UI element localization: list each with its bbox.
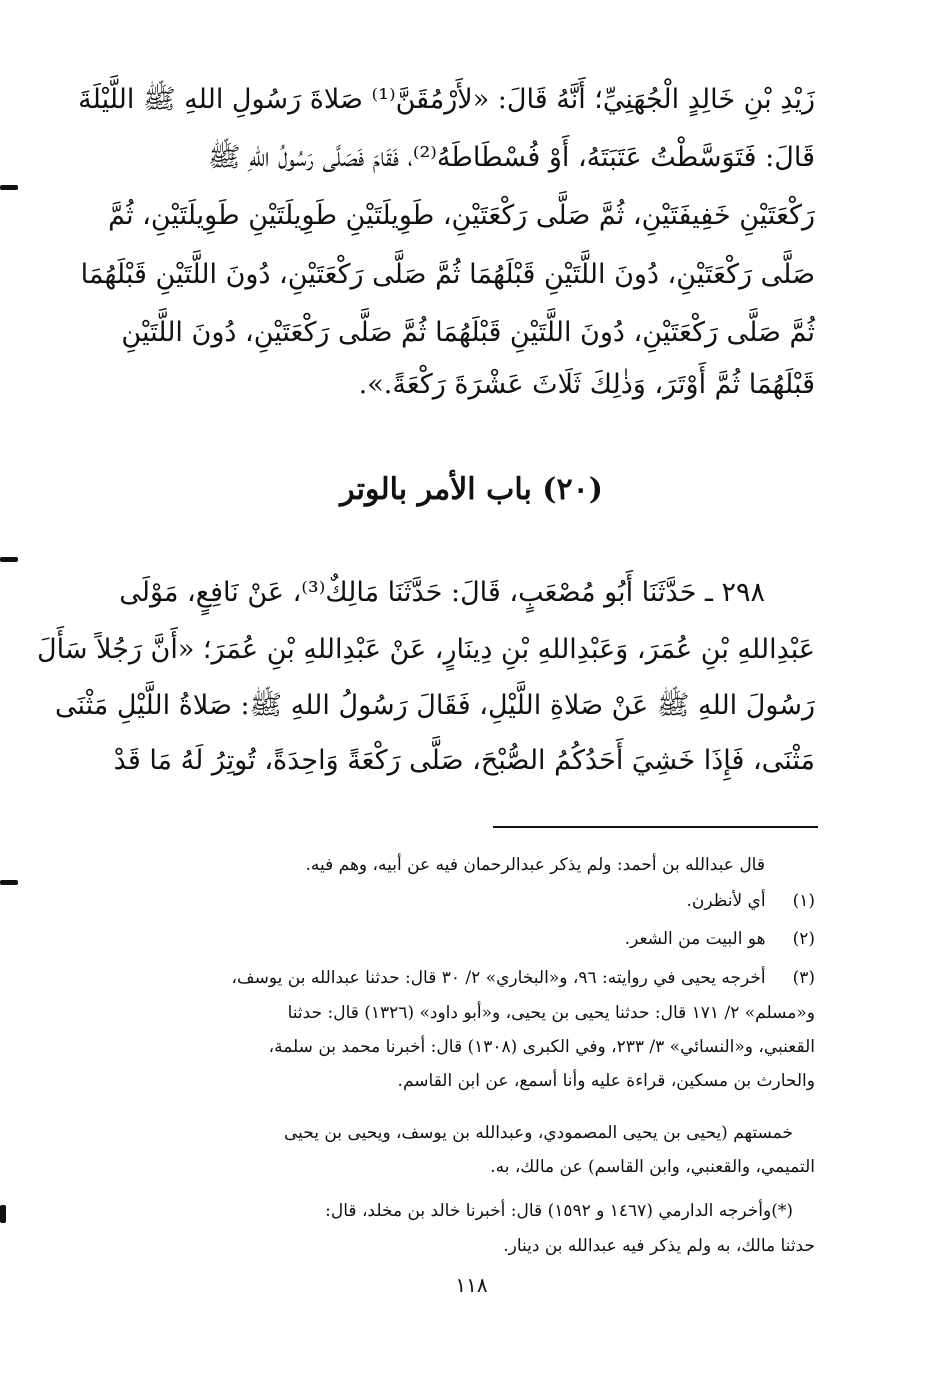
footnote-text: القعنبي، و«النسائي» ٣/ ٢٣٣، وفي الكبرى (١٣٠٨) قال: أخبرنا محمد بن سلمة، bbox=[268, 1037, 815, 1057]
footnote-line bbox=[125, 1030, 815, 1064]
footnote-text: (*)وأخرجه الدارمي (١٤٦٧ و ١٥٩٢) قال: أخبرنا خالد بن مخلد، قال: bbox=[325, 1201, 793, 1221]
footnote-number: (٣) bbox=[792, 968, 815, 988]
text-line: ثُمَّ صَلَّى رَكْعَتَيْنِ، دُونَ اللَّتَيْنِ قَبْلَهُمَا ثُمَّ صَلَّى رَكْعَتَيْنِ، دُونَ اللَّتَيْنِ bbox=[121, 317, 815, 348]
footnote-text: هو البيت من الشعر. bbox=[624, 929, 766, 949]
footnote-line bbox=[125, 884, 815, 918]
text-line: ٢٩٨ ـ حَدَّثَنَا أَبُو مُصْعَبٍ، قَالَ: حَدَّثَنَا مَالِكٌ⁽³⁾، عَنْ نَافِعٍ، مَوْلَى bbox=[119, 577, 765, 608]
text-line: مَثْنَى، فَإِذَا خَشِيَ أَحَدُكُمُ الصُّبْحَ، صَلَّى رَكْعَةً وَاحِدَةً، تُوتِرُ لَهُ مَا قَدْ bbox=[113, 745, 815, 776]
margin-mark bbox=[0, 557, 18, 562]
footnote-line bbox=[125, 1116, 793, 1150]
footnote-text: قال عبدالله بن أحمد: ولم يذكر عبدالرحمان فيه عن أبيه، وهم فيه. bbox=[305, 855, 765, 875]
footnote-line bbox=[125, 1064, 815, 1098]
footnote-text: و«مسلم» ٢/ ١٧١ قال: حدثنا يحيى بن يحيى، و«أبو داود» (١٣٢٦) قال: حدثنا bbox=[287, 1003, 815, 1023]
text-line: زَيْدِ بْنِ خَالِدٍ الْجُهَنِيِّ؛ أَنَّهُ قَالَ: «لأَرْمُقَنَّ⁽¹⁾ صَلاةَ رَسُولِ اللهِ ﷺ اللَّيْلَةَ bbox=[78, 84, 815, 115]
footnote-line bbox=[125, 961, 815, 995]
text-line: عَبْدِاللهِ بْنِ عُمَرَ، وَعَبْدِاللهِ بْنِ دِينَارٍ، عَنْ عَبْدِاللهِ بْنِ عُمَرَ؛ «أَنَّ رَجُلاً سَأَلَ bbox=[37, 634, 815, 665]
footnote-text: خمستهم (يحيى بن يحيى المصمودي، وعبدالله بن يوسف، ويحيى بن يحيى bbox=[283, 1123, 793, 1143]
footnote-line bbox=[125, 1194, 793, 1228]
margin-mark bbox=[0, 185, 18, 190]
footnote-text: حدثنا مالك، به ولم يذكر فيه عبدالله بن دينار. bbox=[503, 1236, 815, 1256]
footnote-text: أخرجه يحيى في روايته: ٩٦، و«البخاري» ٢/ ٣٠ قال: حدثنا عبدالله بن يوسف، bbox=[231, 968, 766, 988]
text-line: قَبْلَهُمَا ثُمَّ أَوْتَرَ، وَذٰلِكَ ثَلَاثَ عَشْرَةَ رَكْعَةً.». bbox=[358, 369, 815, 400]
chapter-heading: (٢٠) باب الأمر بالوتر bbox=[340, 472, 603, 507]
margin-mark bbox=[0, 1205, 6, 1223]
footnote-text: التميمي، والقعنبي، وابن القاسم) عن مالك، به. bbox=[490, 1157, 815, 1177]
footnote-text: والحارث بن مسكين، قراءة عليه وأنا أسمع، عن ابن القاسم. bbox=[397, 1071, 815, 1091]
footnote-line bbox=[125, 1150, 815, 1184]
footnote-separator bbox=[493, 826, 818, 828]
margin-mark bbox=[0, 880, 18, 885]
footnote-line bbox=[125, 922, 815, 956]
footnote-line bbox=[125, 848, 765, 882]
footnote-line bbox=[125, 996, 815, 1030]
footnote-text: أي لأنظرن. bbox=[686, 891, 766, 911]
text-line: صَلَّى رَكْعَتَيْنِ، دُونَ اللَّتَيْنِ قَبْلَهُمَا ثُمَّ صَلَّى رَكْعَتَيْنِ، دُونَ اللَّتَيْنِ قَبْلَهُمَا bbox=[80, 259, 815, 290]
page-number: ١١٨ bbox=[455, 1273, 488, 1297]
text-line: قَالَ: فَتَوَسَّطْتُ عَتَبَتَهُ، أَوْ فُسْطَاطَهُ⁽²⁾، فَقَامَ فَصَلَّى رَسُولُ اللهِ ﷺ bbox=[208, 142, 815, 173]
text-line: رَكْعَتَيْنِ خَفِيفَتَيْنِ، ثُمَّ صَلَّى رَكْعَتَيْنِ، طَوِيلَتَيْنِ طَوِيلَتَيْنِ طَوِيلَتَيْنِ، ثُمَّ bbox=[108, 200, 815, 231]
text-line: رَسُولَ اللهِ ﷺ عَنْ صَلاةِ اللَّيْلِ، فَقَالَ رَسُولُ اللهِ ﷺ: صَلاةُ اللَّيْلِ مَثْنَى bbox=[55, 690, 815, 721]
footnote-number: (٢) bbox=[792, 929, 815, 949]
footnote-number: (١) bbox=[792, 891, 815, 911]
footnote-line bbox=[125, 1229, 815, 1263]
